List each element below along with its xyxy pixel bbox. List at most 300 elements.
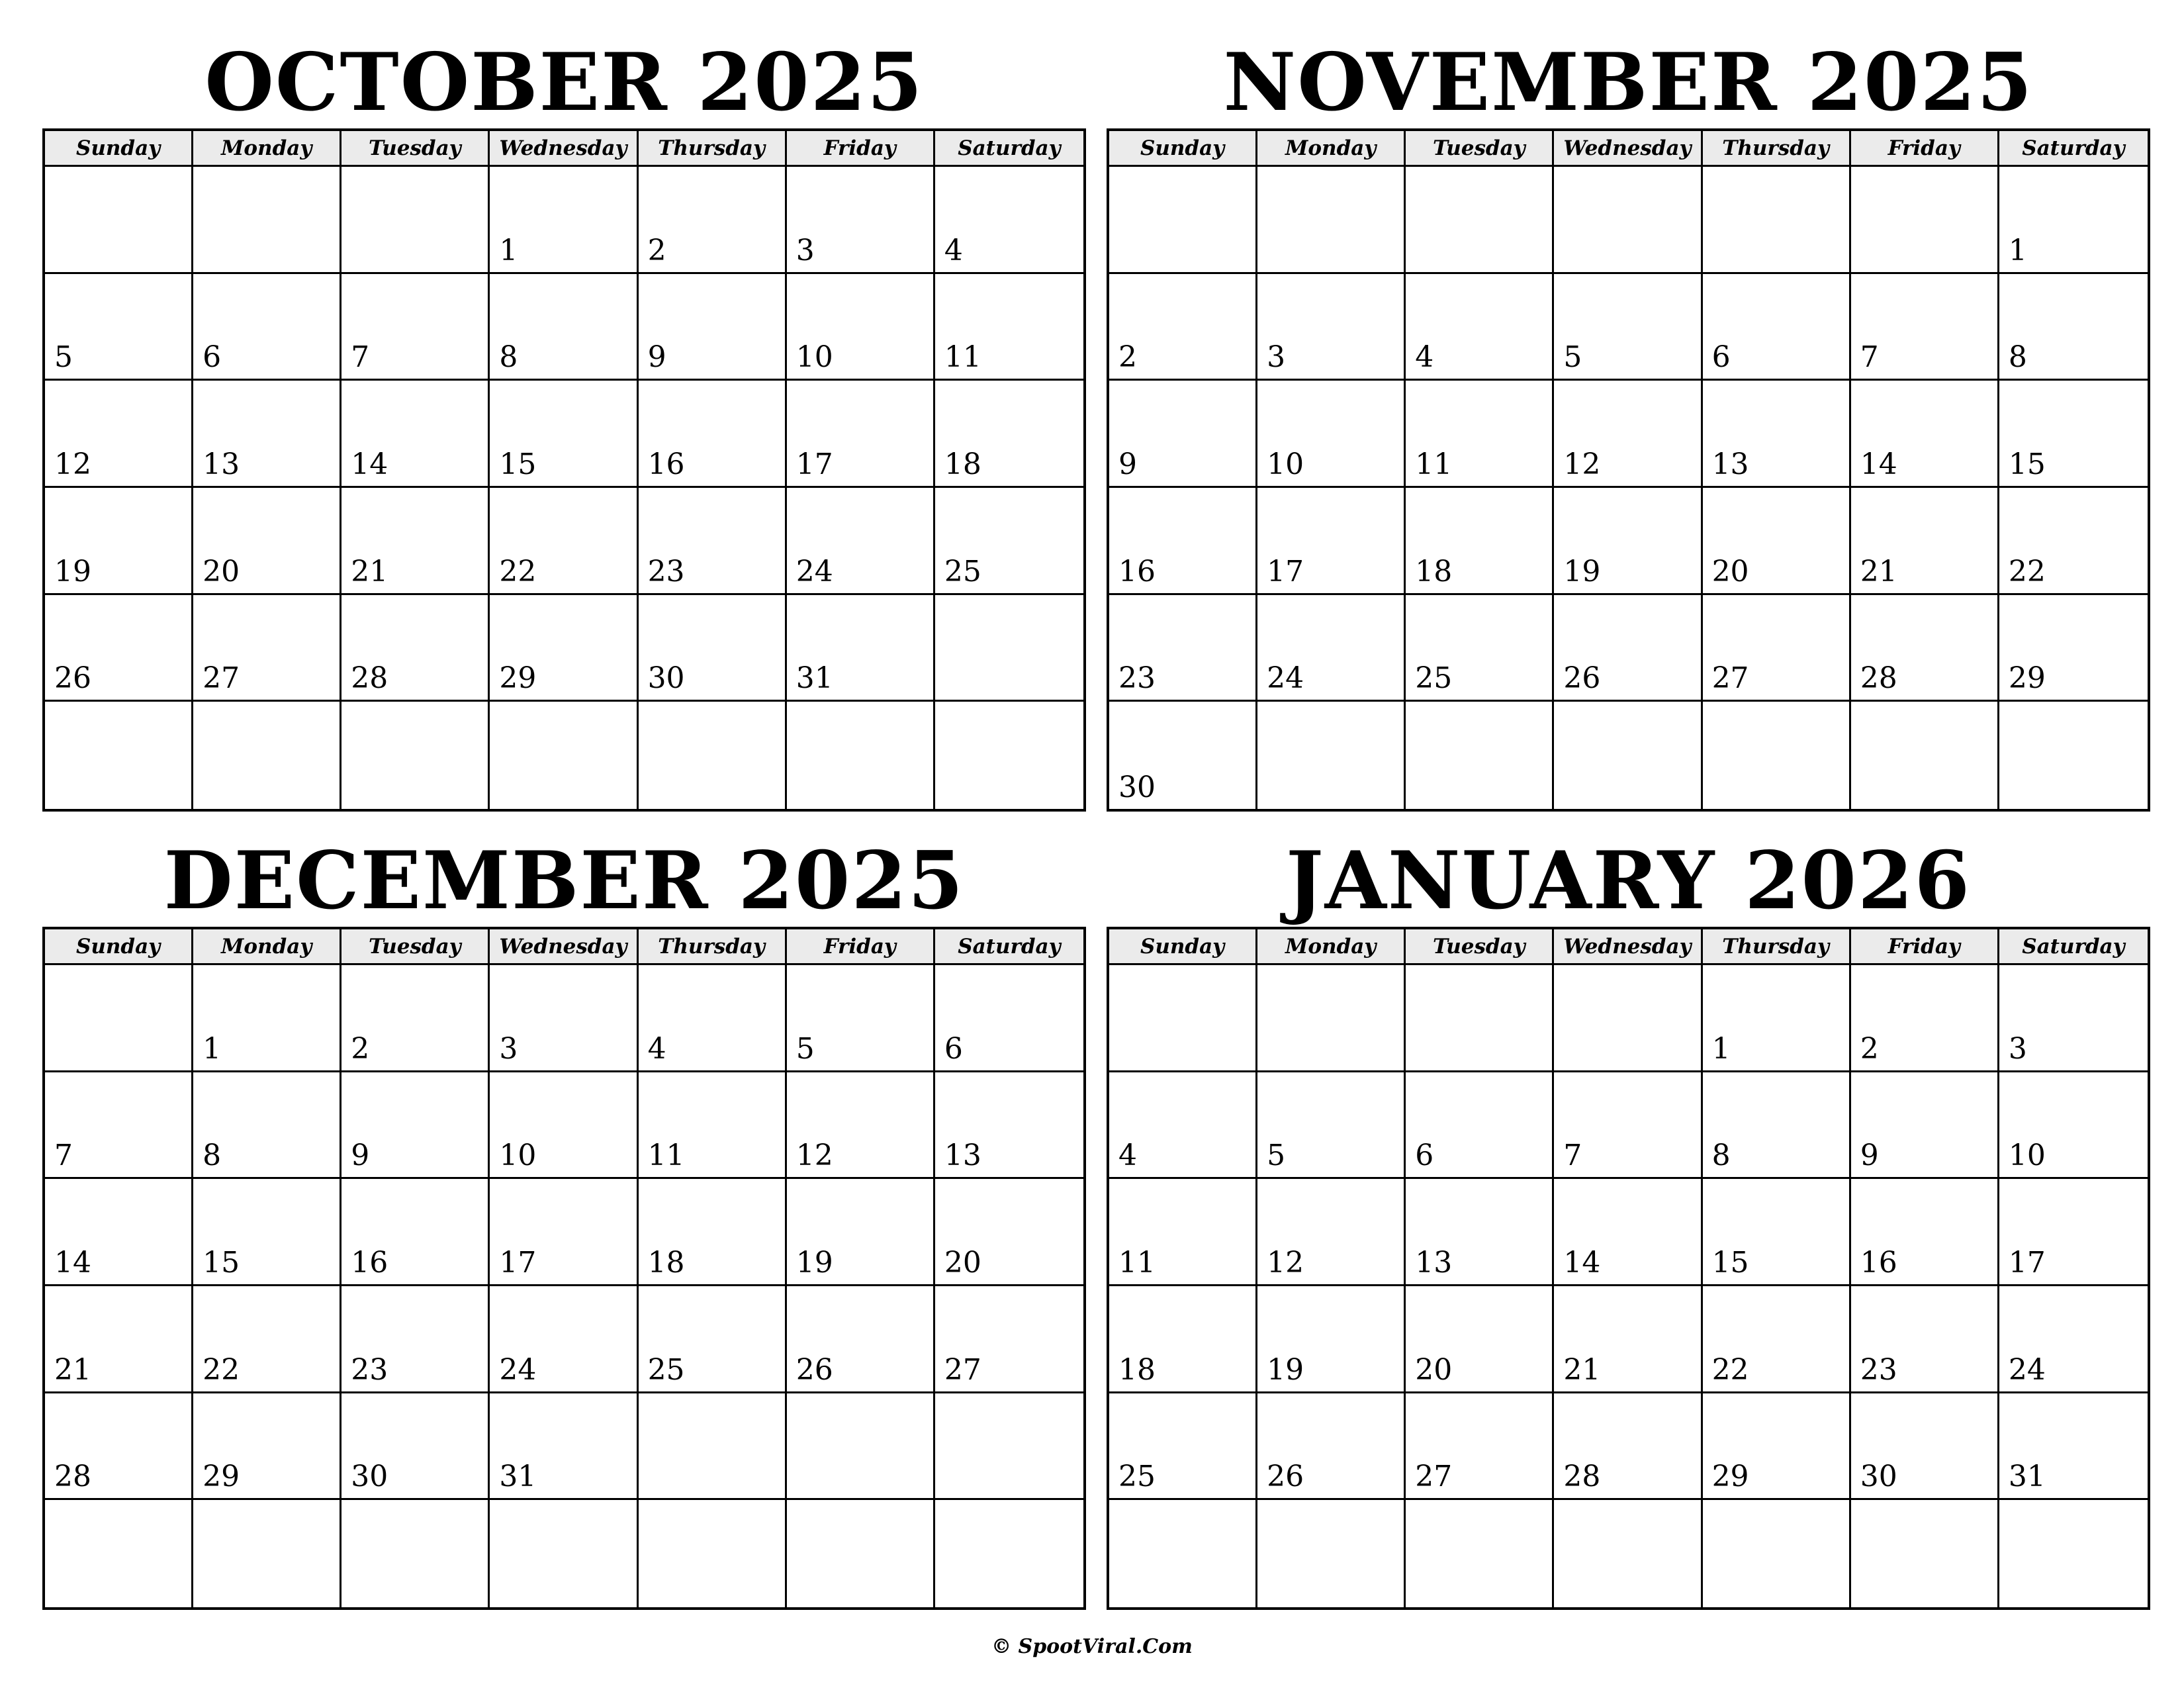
day-number: 10 [1267,447,1304,481]
day-cell [1109,1286,1257,1393]
day-number: 20 [944,1246,981,1280]
day-number: 30 [1118,771,1156,804]
day-cell [639,595,787,702]
day-number: 13 [1415,1246,1453,1280]
day-cell [1703,488,1851,595]
day-number: 5 [54,340,73,375]
month-title: OCTOBER 2025 [205,36,924,129]
day-cell [45,1500,193,1607]
weekday-header: Wednesday [1554,131,1702,167]
day-cell [1109,1500,1257,1607]
day-number: 27 [1415,1460,1453,1494]
day-cell [787,1500,935,1607]
day-cell [45,1393,193,1501]
day-cell [935,702,1083,809]
day-number: 28 [1563,1460,1601,1494]
day-number: 19 [54,554,91,588]
day-cell [341,274,490,381]
day-cell [1257,702,1406,809]
weekday-header: Saturday [935,131,1083,167]
day-cell [490,1500,638,1607]
day-number: 18 [1415,554,1453,588]
weekday-header: Tuesday [1406,131,1554,167]
day-number: 31 [499,1460,537,1494]
day-number: 4 [647,1031,666,1066]
day-cell [1406,965,1554,1072]
day-number: 9 [1860,1139,1879,1173]
day-cell [1109,1179,1257,1286]
day-number: 17 [796,447,833,481]
day-number: 21 [351,554,388,588]
day-cell [787,965,935,1072]
day-cell [1554,488,1702,595]
day-cell [1257,274,1406,381]
day-number: 12 [54,447,91,481]
weekday-header: Tuesday [341,929,490,965]
day-number: 12 [1267,1246,1304,1280]
day-cell [490,595,638,702]
day-number: 28 [1860,661,1897,696]
day-cell [1406,702,1554,809]
day-cell [1406,1072,1554,1180]
day-cell [490,274,638,381]
day-number: 14 [1563,1246,1601,1280]
day-number: 15 [203,1246,240,1280]
day-cell [45,702,193,809]
day-cell [193,381,341,488]
day-number: 29 [203,1460,240,1494]
month-title: DECEMBER 2025 [163,834,965,927]
day-cell [490,488,638,595]
weekday-header: Saturday [1999,131,2148,167]
day-cell [639,1179,787,1286]
day-number: 11 [1415,447,1453,481]
day-cell [639,488,787,595]
day-number: 10 [2008,1139,2046,1173]
day-cell [1554,702,1702,809]
day-cell [193,965,341,1072]
day-number: 27 [944,1352,981,1387]
weekday-header: Sunday [1109,929,1257,965]
day-cell [490,702,638,809]
day-cell [1703,1500,1851,1607]
day-cell [787,381,935,488]
day-cell [490,1286,638,1393]
weekday-header: Saturday [935,929,1083,965]
day-cell [1554,381,1702,488]
day-cell [1406,1500,1554,1607]
day-number: 20 [1711,554,1749,588]
weekday-header: Tuesday [1406,929,1554,965]
day-number: 7 [1563,1139,1582,1173]
weekday-header: Saturday [1999,929,2148,965]
month-january-2026 [1107,834,2150,1613]
day-number: 19 [796,1246,833,1280]
day-cell [1257,1500,1406,1607]
day-number: 29 [2008,661,2046,696]
day-cell [1703,1179,1851,1286]
day-cell [935,167,1083,274]
day-number: 20 [1415,1352,1453,1387]
weekday-header: Wednesday [1554,929,1702,965]
day-cell [1999,274,2148,381]
day-cell [45,274,193,381]
weekday-header: Thursday [639,131,787,167]
day-cell [1554,1286,1702,1393]
day-cell [639,702,787,809]
day-number: 17 [1267,554,1304,588]
day-cell [45,965,193,1072]
day-cell [1851,1500,1999,1607]
month-title: JANUARY 2026 [1285,834,1972,927]
day-number: 30 [351,1460,388,1494]
weekday-header: Monday [1257,929,1406,965]
day-number: 6 [1415,1139,1434,1173]
day-cell [935,1500,1083,1607]
day-number: 27 [203,661,240,696]
day-number: 22 [499,554,537,588]
day-number: 7 [1860,340,1879,375]
day-cell [490,167,638,274]
day-cell [1851,1286,1999,1393]
month-november-2025 [1107,36,2150,814]
day-cell [193,702,341,809]
day-number: 1 [2008,233,2027,267]
day-cell [1109,1393,1257,1501]
day-cell [787,595,935,702]
day-cell [1703,702,1851,809]
weekday-header: Wednesday [490,929,638,965]
day-cell [1703,1072,1851,1180]
day-cell [1257,1286,1406,1393]
day-number: 5 [1563,340,1582,375]
day-number: 27 [1711,661,1749,696]
day-number: 4 [1118,1139,1137,1173]
day-number: 15 [499,447,537,481]
day-cell [787,1179,935,1286]
day-number: 20 [203,554,240,588]
day-number: 16 [1860,1246,1897,1280]
day-cell [193,1286,341,1393]
day-number: 11 [944,340,981,375]
day-cell [787,1393,935,1501]
day-number: 18 [647,1246,685,1280]
day-number: 9 [647,340,666,375]
day-number: 26 [1267,1460,1304,1494]
day-cell [193,274,341,381]
day-cell [1851,381,1999,488]
day-number: 16 [1118,554,1156,588]
day-number: 22 [1711,1352,1749,1387]
day-number: 6 [944,1031,963,1066]
day-cell [787,488,935,595]
day-cell [1999,965,2148,1072]
day-number: 7 [54,1139,73,1173]
day-cell [935,274,1083,381]
day-number: 6 [203,340,222,375]
day-cell [193,1179,341,1286]
day-cell [787,702,935,809]
day-number: 10 [796,340,833,375]
day-number: 13 [203,447,240,481]
day-cell [935,1393,1083,1501]
day-number: 2 [1860,1031,1879,1066]
day-number: 3 [1267,340,1286,375]
day-cell [1109,274,1257,381]
day-cell [490,1072,638,1180]
day-number: 22 [2008,554,2046,588]
day-number: 11 [647,1139,685,1173]
day-cell [1703,381,1851,488]
day-cell [1851,1393,1999,1501]
day-number: 24 [796,554,833,588]
day-cell [1109,488,1257,595]
day-number: 4 [1415,340,1434,375]
day-cell [1109,1072,1257,1180]
day-cell [193,167,341,274]
day-number: 2 [647,233,666,267]
day-cell [1406,381,1554,488]
day-cell [1999,1500,2148,1607]
day-number: 3 [2008,1031,2027,1066]
day-cell [1703,274,1851,381]
day-cell [1851,1072,1999,1180]
day-number: 12 [796,1139,833,1173]
weekday-header: Friday [1851,131,1999,167]
weekday-header: Sunday [45,929,193,965]
day-cell [1257,1072,1406,1180]
day-number: 25 [1415,661,1453,696]
day-cell [639,1500,787,1607]
day-cell [935,1072,1083,1180]
weekday-header: Friday [787,929,935,965]
calendar-grid [42,128,1086,812]
day-number: 5 [796,1031,815,1066]
day-cell [341,1286,490,1393]
day-number: 21 [1563,1352,1601,1387]
day-cell [935,595,1083,702]
day-number: 19 [1267,1352,1304,1387]
day-number: 3 [796,233,815,267]
day-cell [787,1286,935,1393]
day-cell [639,1286,787,1393]
day-cell [490,381,638,488]
day-cell [45,1286,193,1393]
day-cell [193,595,341,702]
day-cell [490,1393,638,1501]
day-cell [341,965,490,1072]
day-number: 14 [54,1246,91,1280]
day-cell [639,1072,787,1180]
day-number: 17 [2008,1246,2046,1280]
day-number: 14 [351,447,388,481]
day-number: 23 [1118,661,1156,696]
day-cell [341,381,490,488]
weekday-header: Friday [787,131,935,167]
day-cell [45,381,193,488]
day-cell [935,488,1083,595]
day-cell [1999,1072,2148,1180]
day-number: 8 [203,1139,222,1173]
day-number: 30 [647,661,685,696]
day-cell [1554,1072,1702,1180]
month-title: NOVEMBER 2025 [1223,36,2034,129]
day-cell [490,965,638,1072]
day-cell [1109,381,1257,488]
day-number: 12 [1563,447,1601,481]
day-number: 9 [1118,447,1137,481]
day-number: 4 [944,233,963,267]
calendar-grid [1107,927,2150,1610]
day-number: 8 [499,340,518,375]
day-number: 2 [1118,340,1137,375]
day-number: 10 [499,1139,537,1173]
day-cell [341,488,490,595]
day-cell [639,381,787,488]
month-december-2025 [42,834,1086,1613]
day-number: 25 [647,1352,685,1387]
day-cell [1703,1286,1851,1393]
day-number: 26 [796,1352,833,1387]
day-cell [1554,1393,1702,1501]
day-number: 23 [647,554,685,588]
day-cell [1406,167,1554,274]
day-number: 23 [1860,1352,1897,1387]
day-number: 6 [1711,340,1731,375]
day-number: 16 [351,1246,388,1280]
day-cell [1851,702,1999,809]
day-cell [935,1179,1083,1286]
day-cell [1999,1179,2148,1286]
day-cell [1554,1500,1702,1607]
day-cell [45,1072,193,1180]
day-number: 21 [1860,554,1897,588]
day-cell [1109,595,1257,702]
day-cell [1257,488,1406,595]
calendar-grid [1107,128,2150,812]
weekday-header: Wednesday [490,131,638,167]
day-number: 24 [2008,1352,2046,1387]
day-cell [1999,595,2148,702]
day-number: 14 [1860,447,1897,481]
day-number: 16 [647,447,685,481]
day-cell [45,167,193,274]
weekday-header: Tuesday [341,131,490,167]
weekday-header: Thursday [1703,131,1851,167]
calendar-grid [42,927,1086,1610]
day-cell [1406,1286,1554,1393]
day-cell [1703,167,1851,274]
day-cell [341,167,490,274]
day-number: 29 [1711,1460,1749,1494]
day-cell [1257,965,1406,1072]
day-cell [935,381,1083,488]
day-number: 18 [944,447,981,481]
day-number: 21 [54,1352,91,1387]
day-number: 24 [1267,661,1304,696]
day-number: 13 [1711,447,1749,481]
day-cell [639,274,787,381]
day-cell [1703,965,1851,1072]
day-cell [1406,595,1554,702]
day-number: 18 [1118,1352,1156,1387]
day-cell [1257,1393,1406,1501]
weekday-header: Monday [193,131,341,167]
day-number: 3 [499,1031,518,1066]
day-number: 15 [2008,447,2046,481]
day-number: 1 [1711,1031,1731,1066]
day-cell [1406,1179,1554,1286]
day-number: 9 [351,1139,370,1173]
day-cell [1406,1393,1554,1501]
day-number: 13 [944,1139,981,1173]
day-number: 25 [1118,1460,1156,1494]
day-cell [935,965,1083,1072]
day-cell [1554,965,1702,1072]
day-number: 8 [1711,1139,1731,1173]
day-number: 17 [499,1246,537,1280]
weekday-header: Sunday [45,131,193,167]
day-cell [639,167,787,274]
day-cell [1554,167,1702,274]
day-cell [45,1179,193,1286]
day-number: 15 [1711,1246,1749,1280]
day-cell [1109,702,1257,809]
day-cell [341,1393,490,1501]
day-number: 2 [351,1031,370,1066]
day-cell [1109,965,1257,1072]
day-cell [341,1179,490,1286]
day-cell [639,1393,787,1501]
day-number: 8 [2008,340,2027,375]
day-cell [1257,381,1406,488]
day-cell [45,595,193,702]
day-number: 25 [944,554,981,588]
day-number: 31 [796,661,833,696]
day-number: 23 [351,1352,388,1387]
day-number: 30 [1860,1460,1897,1494]
day-cell [1703,1393,1851,1501]
day-cell [1999,1393,2148,1501]
day-cell [341,1500,490,1607]
day-cell [1703,595,1851,702]
day-number: 1 [203,1031,222,1066]
weekday-header: Monday [193,929,341,965]
day-number: 22 [203,1352,240,1387]
weekday-header: Monday [1257,131,1406,167]
day-cell [341,595,490,702]
day-number: 5 [1267,1139,1286,1173]
day-cell [45,488,193,595]
day-cell [193,488,341,595]
day-cell [639,965,787,1072]
day-cell [1109,167,1257,274]
weekday-header: Friday [1851,929,1999,965]
day-cell [1554,595,1702,702]
weekday-header: Thursday [1703,929,1851,965]
day-cell [1406,274,1554,381]
weekday-header: Thursday [639,929,787,965]
day-cell [1999,167,2148,274]
day-cell [1999,381,2148,488]
day-cell [193,1393,341,1501]
day-cell [935,1286,1083,1393]
day-cell [1257,167,1406,274]
day-cell [1406,488,1554,595]
day-cell [490,1179,638,1286]
day-cell [341,1072,490,1180]
day-number: 26 [54,661,91,696]
